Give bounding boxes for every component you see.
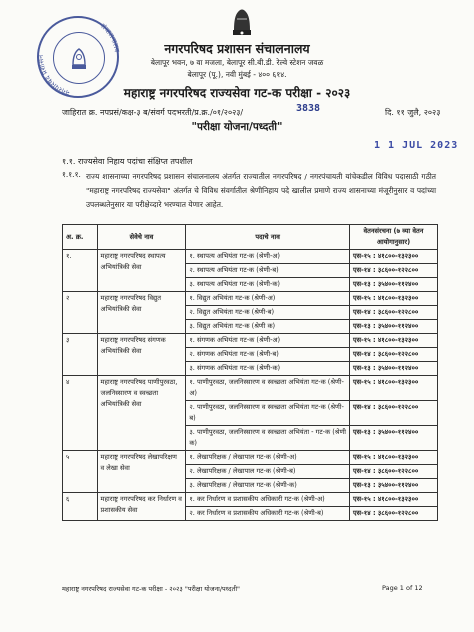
cell-post: १. कर निर्धारण व प्रशासकीय अधिकारी गट-क (श्रेणी-अ) — [186, 493, 350, 507]
cell-serial: ४ — [63, 376, 98, 451]
page-number: Page 1 of 12 — [382, 584, 423, 592]
cell-serial: ६ — [63, 493, 98, 521]
svg-text:नगरपरिषद प्रशासन: नगरपरिषद प्रशासन — [36, 54, 71, 97]
cell-pay-scale: एस-१३ : ३५४००-११२४०० — [349, 320, 437, 334]
cell-post: ३. विद्युत अभियंता गट-क (श्रेणी क) — [186, 320, 350, 334]
col-header-serial: अ. क्र. — [63, 225, 98, 250]
table-row — [63, 334, 438, 348]
cell-serial: ५ — [63, 451, 98, 493]
cell-post: २. संगणक अभियंता गट-क (श्रेणी-ब) — [186, 348, 350, 362]
date-stamp: 1 1 JUL 2023 — [374, 140, 459, 151]
cell-post: १. स्थापत्य अभियंता गट-क (श्रेणी-अ) — [186, 250, 350, 264]
cell-serial: १. — [63, 250, 98, 292]
cell-post: २. लेखापरिक्षक / लेखापाल गट-क (श्रेणी-ब) — [186, 465, 350, 479]
cell-service: महाराष्ट्र नगरपरिषद लेखापरिक्षण व लेखा सेवा — [97, 451, 186, 493]
cell-pay-scale: एस-१५ : ४१८००-१३२३०० — [349, 292, 437, 306]
svg-text:संचालनालय: संचालनालय — [98, 22, 121, 53]
cell-post: ३. लेखापरिक्षक / लेखापाल गट-क (श्रेणी-क) — [186, 479, 350, 493]
address-line-1: बेलापूर भवन, ७ वा मजला, बेलापूर सी.बी.डी. रेल्वे स्टेशन जवळ — [150, 58, 324, 67]
table-header-row — [63, 225, 438, 250]
cell-pay-scale: एस-१४ : ३८६००-१२२८०० — [349, 465, 437, 479]
table-row — [63, 451, 438, 465]
cell-service: महाराष्ट्र नगरपरिषद विद्युत अभियांत्रिकी सेवा — [97, 292, 186, 334]
footer-title: महाराष्ट्र नगरपरिषद राज्यसेवा गट-क परीक्षा - २०२३ "परीक्षा योजना/पध्दती" — [62, 585, 240, 593]
scheme-title: "परीक्षा योजना/पध्दती" — [191, 121, 283, 133]
col-header-service: सेवेचे नाव — [97, 225, 186, 250]
cell-post: ३. स्थापत्य अभियंता गट-क (श्रेणी-क) — [186, 278, 350, 292]
col-header-post: पदाचे नाव — [186, 225, 350, 250]
office-title: नगरपरिषद प्रशासन संचालनालय — [164, 41, 310, 56]
cell-post: १. संगणक अभियंता गट-क (श्रेणी-अ) — [186, 334, 350, 348]
national-emblem-icon — [229, 4, 255, 38]
cell-pay-scale: एस-१४ : ३८६००-१२२८०० — [349, 264, 437, 278]
paragraph-number: १.१.१. — [62, 170, 81, 179]
reference-date: दि. ११ जुलै, २०२३ — [385, 108, 441, 117]
address-line-2: बेलापूर (पू.), नवी मुंबई - ४०० ६१४. — [187, 70, 287, 79]
table-body — [63, 250, 438, 521]
table-row — [63, 250, 438, 264]
handwritten-reference-number: 3838 — [296, 103, 321, 114]
cell-pay-scale: एस-१३ : ३५४००-११२४०० — [349, 479, 437, 493]
table-row — [63, 493, 438, 507]
cell-pay-scale: एस-१३ : ३५४००-११२४०० — [349, 426, 437, 451]
cell-pay-scale: एस-१५ : ४१८००-१३२३०० — [349, 451, 437, 465]
cell-pay-scale: एस-१३ : ३५४००-११२४०० — [349, 362, 437, 376]
table-row — [63, 376, 438, 401]
cell-pay-scale: एस-१४ : ३८६००-१२२८०० — [349, 306, 437, 320]
advertisement-reference: जाहिरात क्र. नपप्रसं/कक्ष-३ ब/संवर्ग पदभरती/प्र.क्र./०१/२०२३/ — [62, 108, 244, 117]
cell-service: महाराष्ट्र नगरपरिषद संगणक अभियांत्रिकी सेवा — [97, 334, 186, 376]
cell-post: २. कर निर्धारण व प्रशासकीय अधिकारी गट-क (श्रेणी-ब) — [186, 507, 350, 521]
cell-pay-scale: एस-१५ : ४१८००-१३२३०० — [349, 334, 437, 348]
cell-post: ३. पाणीपुरवठा, जलनिस्सारण व स्वच्छता अभियंता - गट-क (श्रेणी क) — [186, 426, 350, 451]
cell-pay-scale: एस-१५ : ४१८००-१३२३०० — [349, 493, 437, 507]
cell-post: १. पाणीपुरवठा, जलनिस्सारण व स्वच्छता अभियंता गट-क (श्रेणी-अ) — [186, 376, 350, 401]
cell-service: महाराष्ट्र नगरपरिषद पाणीपुरवठा, जलनिस्सारण व स्वच्छता अभियांत्रिकी सेवा — [97, 376, 186, 451]
cell-pay-scale: एस-१४ : ३८६००-१२२८०० — [349, 401, 437, 426]
paragraph-text: राज्य शासनाच्या नगरपरिषद प्रशासन संचालनालय अंतर्गत राज्यातील नगरपरिषद / नगरपंचायती यांचेकडील विविध पदासाठी गठीत "महाराष्ट्र नगरपरिषद राज्यसेवा" अंतर्गत चे विविध संवर्गातील श्रेणीनिहाय पदे खालील प्रमाणे राज्य शासनाच्या मंजूरीनुसार व पदांच्या उपलब्धतेनुसार या परीक्षेव्दारे भरण्यात येणार आहेत. — [86, 172, 436, 209]
cell-pay-scale: एस-१३ : ३५४००-११२४०० — [349, 278, 437, 292]
cell-pay-scale: एस-१५ : ४१८००-१३२३०० — [349, 250, 437, 264]
cell-post: १. लेखापरिक्षक / लेखापाल गट-क (श्रेणी-अ) — [186, 451, 350, 465]
col-header-pay: वेतनसंरचना (७ व्या वेतन आयोगानुसार) — [349, 225, 437, 250]
cell-pay-scale: एस-१४ : ३८६००-१२२८०० — [349, 507, 437, 521]
section-heading: १.१. राज्यसेवा निहाय पदांचा संक्षिप्त तपशील — [62, 157, 193, 166]
cell-post: २. स्थापत्य अभियंता गट-क (श्रेणी-ब) — [186, 264, 350, 278]
cell-pay-scale: एस-१५ : ४१८००-१३२३०० — [349, 376, 437, 401]
cell-pay-scale: एस-१४ : ३८६००-१२२८०० — [349, 348, 437, 362]
posts-table — [62, 224, 438, 521]
cell-serial: ३ — [63, 334, 98, 376]
cell-post: २. पाणीपुरवठा, जलनिस्सारण व स्वच्छता अभियंता गट-क (श्रेणी-ब) — [186, 401, 350, 426]
cell-post: २. विद्युत अभियंता गट-क (श्रेणी-ब) — [186, 306, 350, 320]
exam-title: महाराष्ट्र नगरपरिषद राज्यसेवा गट-क परीक्षा - २०२३ — [123, 86, 351, 100]
table-row — [63, 292, 438, 306]
cell-serial: २ — [63, 292, 98, 334]
cell-service: महाराष्ट्र नगरपरिषद स्थापत्य अभियांत्रिकी सेवा — [97, 250, 186, 292]
cell-post: ३. संगणक अभियंता गट-क (श्रेणी-क) — [186, 362, 350, 376]
cell-post: १. विद्युत अभियंता गट-क (श्रेणी-अ) — [186, 292, 350, 306]
cell-service: महाराष्ट्र नगरपरिषद कर निर्धारण व प्रशासकीय सेवा — [97, 493, 186, 521]
